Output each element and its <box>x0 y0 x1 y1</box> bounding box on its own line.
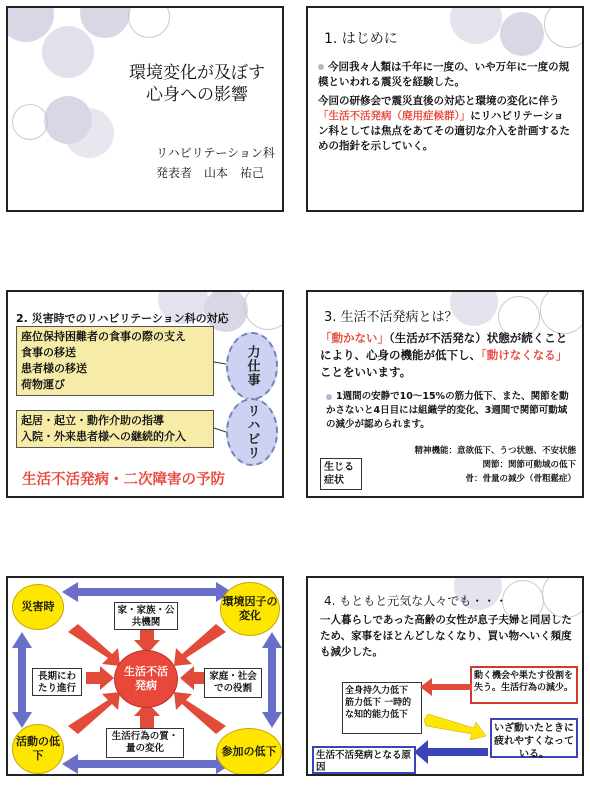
statistics-text: 1週間の安静で10～15%の筋力低下、また、関節を動かさないと4日目には組織学的変化、3週間で関節可動域の減少が認められます。 <box>326 391 569 430</box>
title-line-2: 心身への影響 <box>146 85 248 105</box>
slide-title: 2. 災害時でのリハビリテーション科の対応 <box>16 312 229 325</box>
decor-circle <box>128 6 170 38</box>
symptom-item: 骨：骨量の減少（骨粗鬆症） <box>465 474 576 484</box>
box-fatigue: いざ動いたときに疲れやすくなっている。 <box>490 718 578 758</box>
node-disaster: 災害時 <box>12 584 64 630</box>
red-arrow-tr <box>174 624 226 666</box>
node-activity-drop: 活動の低下 <box>12 724 64 774</box>
node-environment-change: 環境因子の変化 <box>220 582 280 636</box>
prevention-footer: 生活不活発病・二次障害の予防 <box>22 472 225 488</box>
page-title <box>112 62 282 106</box>
red-arrow-left <box>86 666 114 690</box>
presenter-label: 発表者 山本 祐己 <box>156 166 265 180</box>
bullet-icon <box>318 64 324 70</box>
slide-introduction <box>306 6 584 212</box>
decor-circle <box>80 6 130 38</box>
decor-circle <box>64 108 114 158</box>
definition-text: 「動かない」（生活が不活発な）状態が続くことにより、心身の機能が低下し、「動けなくなる」ことをいいます。 <box>320 331 568 379</box>
yellow-arrow-to-fatigue <box>424 714 486 740</box>
intro-paragraph-1: 今回我々人類は千年に一度の、いや万年に一度の規模といわれる震災を経験した。 <box>318 61 570 88</box>
decor-circle <box>42 26 94 78</box>
task-item: 食事の移送 <box>21 346 76 359</box>
highlight-text: 「生活不活発病（廃用症候群）」 <box>318 110 471 122</box>
decor-circle <box>450 6 502 44</box>
box-family-institutions: 家・家族・公共機関 <box>114 602 178 630</box>
box-decline: 全身持久力低下 筋力低下 一時的な知的能力低下 <box>342 682 422 734</box>
red-arrow-tl <box>68 624 120 666</box>
blue-arrow-right <box>262 632 282 728</box>
flow-arrows <box>308 578 584 776</box>
slide-title: 4. もともと元気な人々でも・・・ <box>324 594 508 608</box>
bullet-icon <box>326 394 332 400</box>
task-item: 入院・外来患者様への継続的介入 <box>21 430 186 443</box>
slide-title-page <box>6 6 284 212</box>
slide-disuse-syndrome <box>306 290 584 498</box>
slide-healthy-people <box>306 576 584 776</box>
box-home-role: 家庭・社会での役割 <box>204 668 262 698</box>
slide-rehab-response <box>6 290 284 498</box>
symptom-item: 精神機能：意欲低下、うつ状態、不安状態 <box>414 446 576 456</box>
node-center-disuse: 生活不活発病 <box>114 650 178 708</box>
decor-circle <box>544 6 584 48</box>
task-item: 起居・起立・動作介助の指導 <box>21 414 164 427</box>
department-label: リハビリテーション科 <box>156 146 275 160</box>
symptom-list <box>364 444 576 486</box>
task-item: 荷物運び <box>21 378 65 391</box>
slide-title: 3. 生活不活発病とは？ <box>324 310 458 325</box>
symptom-item: 関節：関節可動域の低下 <box>482 460 576 470</box>
decor-circle <box>540 290 584 334</box>
slide-causal-diagram <box>6 576 284 776</box>
task-item: 座位保持困難者の食事の際の支え <box>21 330 186 343</box>
box-cause: 生活不活発病となる原因 <box>312 746 416 774</box>
intro-paragraph-2: 今回の研修会で震災直後の対応と環境の変化に伴う「生活不活発病（廃用症候群）」にリハビリテーション科としては焦点をあてその適切な介入を計画するための指針を示していく。 <box>318 95 570 152</box>
cloud-physical-labor: 力仕事 <box>226 332 278 400</box>
decor-circle <box>12 104 48 140</box>
blue-arrow-top <box>62 582 232 602</box>
case-paragraph: 一人暮らしであった高齢の女性が息子夫婦と同居したため、家事をほとんどしなくなり、買い物へいく頻度も減少した。 <box>320 614 572 658</box>
box-life-change: 生活行為の質・量の変化 <box>106 728 184 758</box>
task-item: 患者様の移送 <box>21 362 87 375</box>
decor-circle <box>500 12 544 56</box>
symptom-label: 生じる症状 <box>320 458 362 490</box>
cloud-rehabilitation: リハビリ <box>226 398 278 466</box>
box-long-term: 長期にわたり進行 <box>32 668 82 696</box>
box-lost-role: 動く機会や果たす役割を失う。生活行為の減少。 <box>470 666 578 704</box>
node-participation-drop: 参加の低下 <box>216 728 282 776</box>
blue-arrow-left <box>12 632 32 728</box>
title-line-1: 環境変化が及ぼす <box>129 63 265 83</box>
slide-title: 1. はじめに <box>324 31 398 47</box>
blue-arrow-to-cause <box>414 740 488 764</box>
red-arrow-to-decline <box>420 678 472 696</box>
